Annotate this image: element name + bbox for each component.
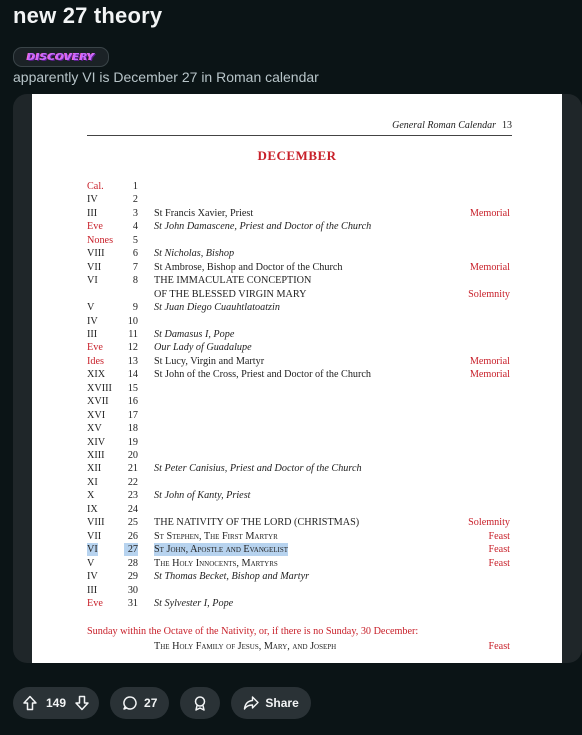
day-number: 6	[132, 248, 138, 260]
feast-name: St John Damascene, Priest and Doctor of the Church	[154, 221, 372, 233]
calendar-row	[32, 261, 562, 274]
day-number: 21	[127, 463, 138, 475]
comment-count: 27	[144, 696, 158, 710]
roman-date: XII	[87, 463, 102, 475]
feast-rank: Memorial	[469, 207, 510, 219]
feast-name: St John of the Cross, Priest and Doctor of the Church	[154, 369, 372, 381]
day-number: 2	[132, 194, 138, 206]
calendar-row	[32, 301, 562, 314]
feast-name: Our Lady of Guadalupe	[154, 342, 252, 354]
roman-date: VI	[87, 544, 98, 556]
calendar-row	[32, 584, 562, 597]
feast-rank: Solemnity	[468, 517, 510, 529]
roman-date: III	[87, 328, 98, 340]
post-image[interactable]	[13, 94, 582, 663]
feast-name: St Lucy, Virgin and Martyr	[154, 355, 265, 367]
calendar-row	[32, 409, 562, 422]
share-button[interactable]	[231, 687, 310, 719]
roman-date: III	[87, 584, 98, 596]
roman-date: Cal.	[87, 181, 104, 192]
roman-date: V	[87, 302, 95, 314]
calendar-row	[32, 382, 562, 395]
feast-name: St Ambrose, Bishop and Doctor of the Church	[154, 261, 343, 273]
calendar-row	[32, 274, 562, 287]
feast-rank: Feast	[488, 557, 510, 569]
calendar-row	[32, 355, 562, 368]
feast-rank: Memorial	[469, 369, 510, 381]
day-number: 4	[132, 221, 138, 233]
page-header	[87, 120, 512, 136]
calendar-row	[32, 368, 562, 381]
award-icon	[192, 695, 208, 711]
feast-name: OF THE BLESSED VIRGIN MARY	[154, 288, 307, 300]
day-number: 14	[127, 369, 138, 381]
feast-name: St Peter Canisius, Priest and Doctor of the Church	[154, 463, 362, 475]
feast-name: St Juan Diego Cuauhtlatoatzin	[154, 302, 280, 314]
octave-note: Sunday within the Octave of the Nativity, or, if there is no Sunday, 30 December:	[87, 626, 419, 637]
roman-date: XVI	[87, 409, 106, 421]
feast-rank: Memorial	[469, 355, 510, 367]
feast-name: St Sylvester I, Pope	[154, 597, 234, 609]
feast-name: St Stephen, The First Martyr	[154, 530, 278, 542]
feast-rank: Feast	[488, 530, 510, 542]
day-number: 16	[127, 396, 138, 408]
calendar-row	[32, 503, 562, 516]
roman-date: VIII	[87, 517, 105, 529]
calendar-row	[32, 597, 562, 610]
comment-icon	[122, 695, 138, 711]
day-number: 3	[132, 207, 138, 219]
feast-rank: Feast	[488, 544, 510, 556]
day-number: 26	[127, 530, 138, 542]
calendar-row	[32, 247, 562, 260]
share-label: Share	[265, 696, 299, 710]
day-number: 23	[127, 490, 138, 502]
calendar-row	[32, 543, 562, 556]
feast-name: St Damasus I, Pope	[154, 328, 235, 340]
day-number: 28	[127, 557, 138, 569]
roman-date: Eve	[87, 342, 103, 354]
roman-date: VIII	[87, 248, 105, 260]
roman-date: XI	[87, 476, 98, 488]
roman-date: VII	[87, 261, 102, 273]
calendar-row	[32, 530, 562, 543]
day-number: 20	[127, 450, 138, 461]
calendar-row	[32, 489, 562, 502]
feast-name: St Francis Xavier, Priest	[154, 207, 254, 219]
calendar-row	[32, 476, 562, 489]
calendar-row	[32, 449, 562, 462]
comments-button[interactable]	[110, 687, 169, 719]
calendar-row	[32, 220, 562, 233]
calendar-row	[32, 516, 562, 529]
roman-date: XVII	[87, 396, 109, 408]
day-number: 29	[127, 571, 138, 583]
downvote-icon[interactable]	[74, 695, 90, 711]
day-number: 22	[127, 476, 138, 488]
month-heading: DECEMBER	[257, 148, 337, 163]
roman-date: XIII	[87, 450, 105, 461]
calendar-row	[32, 341, 562, 354]
calendar-row	[32, 207, 562, 220]
day-number: 8	[132, 275, 138, 287]
flair-label: DISCOVERY	[27, 51, 95, 63]
feast-rank: Memorial	[469, 261, 510, 273]
day-number: 17	[127, 409, 138, 421]
day-number: 9	[132, 302, 138, 314]
feast-rank: Solemnity	[468, 288, 510, 300]
roman-date: Ides	[87, 355, 104, 367]
day-number: 15	[127, 382, 138, 394]
day-number: 30	[127, 584, 138, 596]
calendar-row	[32, 557, 562, 570]
calendar-row	[32, 180, 562, 193]
roman-date: XV	[87, 423, 102, 435]
day-number: 1	[132, 181, 138, 192]
feast-rank: Feast	[488, 641, 510, 652]
day-number: 31	[127, 597, 138, 609]
roman-date: VII	[87, 530, 102, 542]
calendar-row	[32, 422, 562, 435]
roman-date: XIV	[87, 436, 106, 448]
calendar-row	[32, 328, 562, 341]
page-header-title: General Roman Calendar	[392, 120, 496, 131]
post-flair[interactable]	[13, 47, 109, 67]
roman-date: IV	[87, 571, 98, 583]
calendar-row	[32, 462, 562, 475]
calendar-row	[32, 234, 562, 247]
feast-name: THE NATIVITY OF THE LORD (CHRISTMAS)	[154, 517, 360, 529]
calendar-row-holy-family	[32, 640, 562, 653]
roman-date: X	[87, 490, 95, 502]
post-title: new 27 theory	[13, 3, 163, 28]
roman-date: IV	[87, 194, 98, 206]
day-number: 19	[127, 436, 138, 448]
feast-name: St John, Apostle and Evangelist	[154, 544, 289, 556]
roman-date: Eve	[87, 597, 103, 609]
roman-date: Eve	[87, 221, 103, 233]
day-number: 11	[128, 328, 138, 340]
day-number: 5	[132, 234, 138, 246]
feast-name: St Nicholas, Bishop	[154, 248, 235, 260]
day-number: 12	[127, 342, 138, 354]
roman-date: IV	[87, 315, 98, 327]
roman-date: V	[87, 557, 95, 569]
day-number: 13	[127, 355, 138, 367]
page-number: 13	[502, 120, 512, 131]
day-number: 25	[127, 517, 138, 529]
post-body-text: apparently VI is December 27 in Roman calendar	[13, 69, 319, 85]
vote-control	[13, 687, 99, 719]
day-number: 27	[124, 543, 138, 556]
feast-name: St John of Kanty, Priest	[154, 490, 251, 502]
roman-date: XIX	[87, 369, 106, 381]
day-number: 18	[127, 423, 138, 435]
calendar-row	[32, 570, 562, 583]
feast-name: THE IMMACULATE CONCEPTION	[154, 275, 312, 287]
award-button[interactable]	[180, 687, 220, 719]
calendar-row	[32, 395, 562, 408]
roman-date: VI	[87, 275, 98, 287]
roman-date: IX	[87, 503, 98, 515]
day-number: 7	[132, 261, 138, 273]
roman-date: Nones	[87, 234, 114, 246]
calendar-row	[32, 436, 562, 449]
action-bar	[13, 687, 311, 719]
calendar-row	[32, 193, 562, 206]
feast-name: The Holy Innocents, Martyrs	[154, 557, 278, 569]
day-number: 24	[127, 503, 138, 515]
feast-name: The Holy Family of Jesus, Mary, and Joseph	[154, 641, 337, 652]
calendar-row	[32, 288, 562, 301]
feast-name: St Thomas Becket, Bishop and Martyr	[154, 571, 310, 583]
calendar-page	[32, 94, 562, 663]
upvote-count: 149	[46, 696, 67, 710]
share-icon	[243, 695, 259, 711]
upvote-icon[interactable]	[22, 695, 38, 711]
day-number: 10	[127, 315, 138, 327]
roman-date: XVIII	[87, 382, 112, 394]
calendar-row	[32, 315, 562, 328]
roman-date: III	[87, 207, 98, 219]
